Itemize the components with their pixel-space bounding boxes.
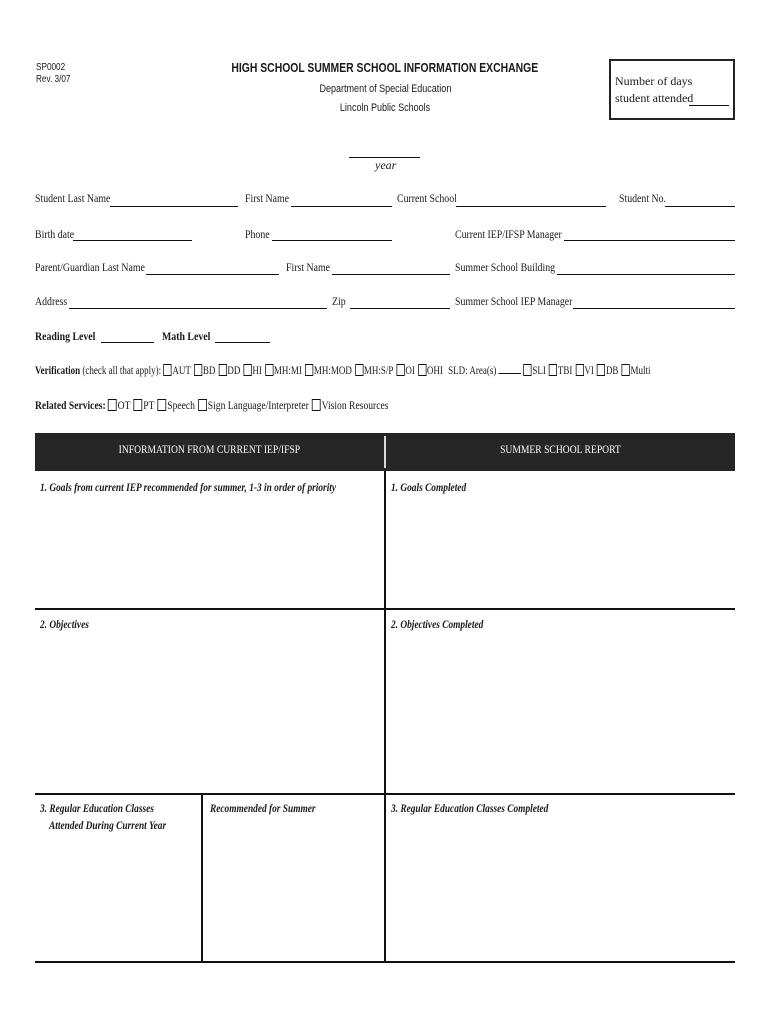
verification-option-label: HI xyxy=(252,363,262,377)
verification-option-checkbox[interactable] xyxy=(549,364,557,376)
classes-completed-label: 3. Regular Education Classes Completed xyxy=(391,801,549,815)
verification-option-checkbox[interactable] xyxy=(163,364,171,376)
recommended-summer-label: Recommended for Summer xyxy=(210,801,316,815)
math-level-field[interactable] xyxy=(215,341,270,343)
student-last-name-field[interactable] xyxy=(110,205,238,207)
days-attended-field[interactable] xyxy=(689,104,729,106)
verification-option-label: DD xyxy=(227,363,241,377)
student-no-field[interactable] xyxy=(665,205,735,207)
row-divider-2 xyxy=(35,793,735,795)
parent-last-name-field[interactable] xyxy=(146,273,279,275)
form-title: HIGH SCHOOL SUMMER SCHOOL INFORMATION EXCHANGE xyxy=(231,60,539,75)
verification-hint: (check all that apply): xyxy=(82,363,162,377)
student-last-name-label: Student Last Name xyxy=(35,191,111,205)
related-service-checkbox[interactable] xyxy=(108,399,117,411)
address-label: Address xyxy=(35,294,68,308)
phone-label: Phone xyxy=(245,227,270,241)
verification-option-vi[interactable] xyxy=(575,363,594,377)
verification-option-checkbox[interactable] xyxy=(396,364,404,376)
form-revision: Rev. 3/07 xyxy=(36,74,71,85)
verification-option-label: MH:S/P xyxy=(363,363,394,377)
parent-last-name-label: Parent/Guardian Last Name xyxy=(35,260,145,274)
verification-option-checkbox[interactable] xyxy=(355,364,363,376)
zip-label: Zip xyxy=(332,294,346,308)
related-service-label: PT xyxy=(143,398,155,412)
reading-level-field[interactable] xyxy=(101,341,154,343)
sld-area-field[interactable] xyxy=(499,373,522,374)
current-school-field[interactable] xyxy=(456,205,606,207)
verification-option-mh-mi[interactable] xyxy=(265,363,302,377)
verification-row xyxy=(35,363,770,378)
verification-option-checkbox[interactable] xyxy=(305,364,313,376)
department-name: Department of Special Education xyxy=(319,83,451,95)
verification-option-tbi[interactable] xyxy=(549,363,573,377)
related-service-sign-language-interpreter[interactable] xyxy=(198,398,309,412)
left-column-header: INFORMATION FROM CURRENT IEP/IFSP xyxy=(118,442,301,456)
verification-option-mh-s-p[interactable] xyxy=(355,363,394,377)
related-service-checkbox[interactable] xyxy=(158,399,167,411)
verification-option-label: MH:MOD xyxy=(313,363,352,377)
verification-option-label: DB xyxy=(605,363,619,377)
current-school-label: Current School xyxy=(397,191,457,205)
first-name-field[interactable] xyxy=(291,205,392,207)
verification-option-hi[interactable] xyxy=(243,363,262,377)
table-bottom-border xyxy=(35,961,735,963)
district-name: Lincoln Public Schools xyxy=(339,102,431,114)
related-service-pt[interactable] xyxy=(134,398,155,412)
form-id: SP0002 xyxy=(36,62,66,73)
math-level-label: Math Level xyxy=(162,329,211,343)
summer-building-label: Summer School Building xyxy=(455,260,556,274)
zip-field[interactable] xyxy=(350,307,450,309)
verification-option-checkbox[interactable] xyxy=(194,364,202,376)
verification-option-label: OI xyxy=(405,363,415,377)
objectives-label: 2. Objectives xyxy=(40,617,89,631)
phone-field[interactable] xyxy=(272,239,392,241)
summer-iep-manager-label: Summer School IEP Manager xyxy=(455,294,573,308)
related-service-checkbox[interactable] xyxy=(134,399,143,411)
verification-option-checkbox[interactable] xyxy=(243,364,251,376)
year-label: year xyxy=(375,158,397,172)
verification-option-label: BD xyxy=(202,363,216,377)
iep-manager-field[interactable] xyxy=(564,239,735,241)
verification-option-label: TBI xyxy=(557,363,573,377)
row-divider-1 xyxy=(35,608,735,610)
table-center-divider xyxy=(384,471,386,963)
verification-option-checkbox[interactable] xyxy=(418,364,426,376)
verification-option-checkbox[interactable] xyxy=(597,364,605,376)
related-service-label: Sign Language/Interpreter xyxy=(207,398,309,412)
related-services-row xyxy=(35,398,481,413)
verification-option-label: OHI xyxy=(426,363,443,377)
verification-option-label: Multi xyxy=(630,363,651,377)
verification-option-multi[interactable] xyxy=(621,363,650,377)
verification-option-mh-mod[interactable] xyxy=(305,363,352,377)
summer-building-field[interactable] xyxy=(557,273,735,275)
related-service-ot[interactable] xyxy=(108,398,130,412)
classes-attended-label-2: Attended During Current Year xyxy=(49,818,167,832)
student-no-label: Student No. xyxy=(619,191,667,205)
verification-option-sli[interactable] xyxy=(523,363,546,377)
address-field[interactable] xyxy=(69,307,327,309)
classes-mid-divider xyxy=(201,795,203,963)
parent-first-name-field[interactable] xyxy=(332,273,450,275)
summer-iep-manager-field[interactable] xyxy=(573,307,735,309)
birth-date-field[interactable] xyxy=(73,239,192,241)
iep-manager-label: Current IEP/IFSP Manager xyxy=(455,227,562,241)
classes-attended-label: 3. Regular Education Classes xyxy=(40,801,154,815)
objectives-completed-label: 2. Objectives Completed xyxy=(391,617,484,631)
parent-first-name-label: First Name xyxy=(286,260,331,274)
related-service-label: Speech xyxy=(167,398,195,412)
verification-option-label: AUT xyxy=(172,363,191,377)
goals-recommended-label: 1. Goals from current IEP recommended for summer, 1-3 in order of priority xyxy=(40,480,337,494)
verification-option-checkbox[interactable] xyxy=(523,364,531,376)
reading-level-label: Reading Level xyxy=(35,329,96,343)
days-attended-label-2: student attended xyxy=(615,91,694,105)
days-attended-label: Number of days xyxy=(615,74,693,88)
goals-completed-label: 1. Goals Completed xyxy=(391,480,467,494)
verification-option-ohi[interactable] xyxy=(418,363,443,377)
verification-option-db[interactable] xyxy=(597,363,619,377)
verification-option-label: MH:MI xyxy=(273,363,302,377)
verification-option-checkbox[interactable] xyxy=(265,364,273,376)
verification-option-dd[interactable] xyxy=(218,363,240,377)
verification-option-checkbox[interactable] xyxy=(218,364,226,376)
related-service-label: Vision Resources xyxy=(321,398,389,412)
related-service-label: OT xyxy=(117,398,131,412)
verification-option-label: VI xyxy=(584,363,594,377)
related-service-checkbox[interactable] xyxy=(198,399,207,411)
related-service-speech[interactable] xyxy=(158,398,195,412)
related-service-checkbox[interactable] xyxy=(312,399,321,411)
verification-option-label: SLI xyxy=(532,363,546,377)
verification-option-aut[interactable] xyxy=(163,363,191,377)
verification-option-checkbox[interactable] xyxy=(621,364,629,376)
sld-label: SLD: Area(s) xyxy=(448,363,497,377)
related-service-vision-resources[interactable] xyxy=(312,398,388,412)
verification-label: Verification xyxy=(35,363,81,377)
first-name-label: First Name xyxy=(245,191,290,205)
verification-option-checkbox[interactable] xyxy=(575,364,583,376)
related-services-label: Related Services: xyxy=(35,398,106,412)
verification-option-bd[interactable] xyxy=(194,363,216,377)
birth-date-label: Birth date xyxy=(35,227,75,241)
right-column-header: SUMMER SCHOOL REPORT xyxy=(500,442,621,456)
verification-option-oi[interactable] xyxy=(396,363,415,377)
